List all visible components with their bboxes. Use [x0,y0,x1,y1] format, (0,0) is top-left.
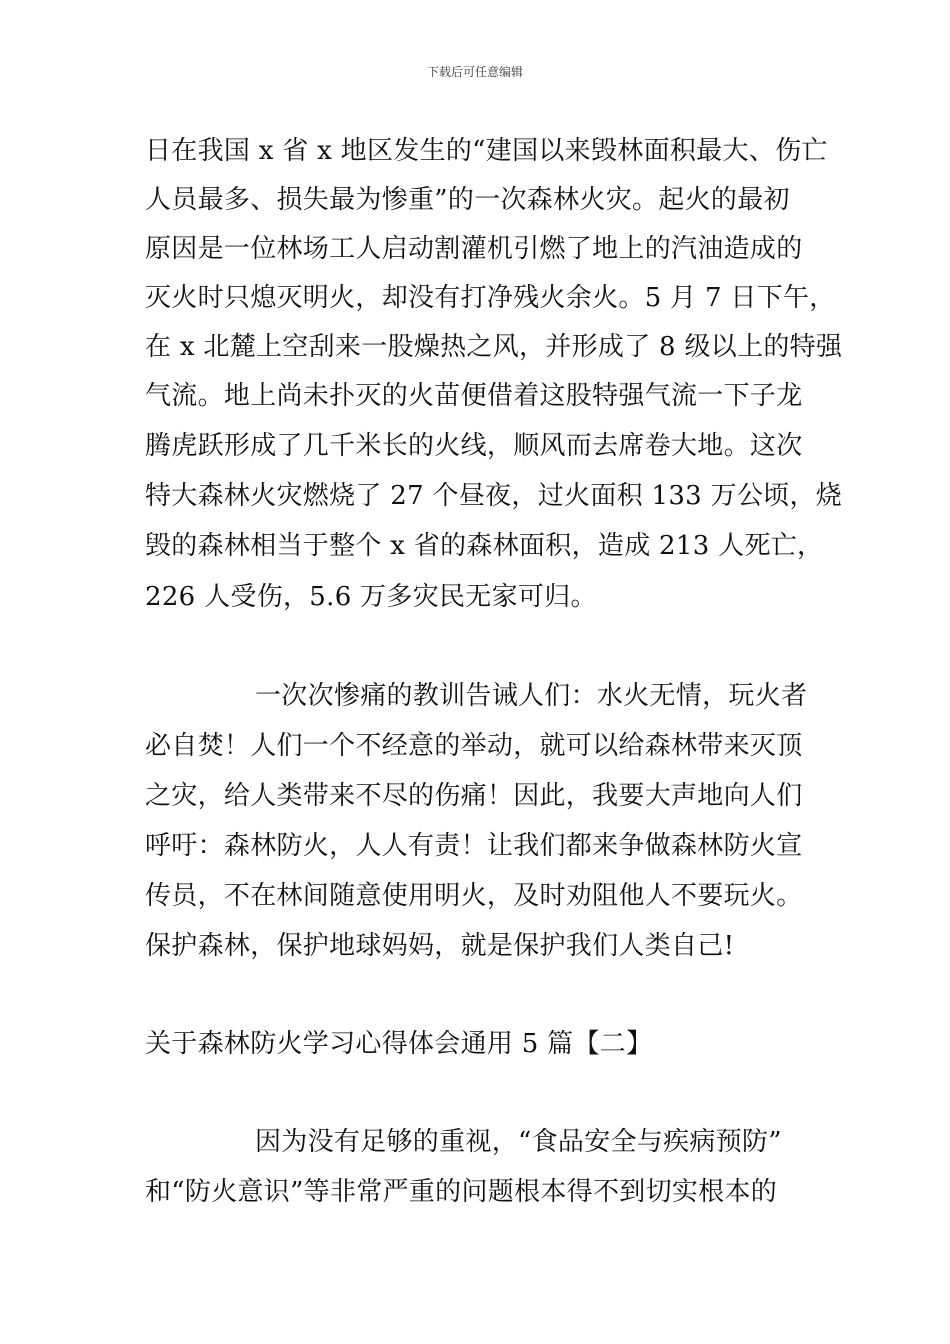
paragraph-2-line-4: 呼吁：森林防火，人人有责！让我们都来争做森林防火宣 [145,831,803,861]
paragraph-1-line-3: 原因是一位林场工人启动割灌机引燃了地上的汽油造成的 [145,234,803,264]
paragraph-1-line-7: 腾虎跃形成了几千米长的火线，顺风而去席卷大地。这次 [145,431,803,461]
paragraph-1-line-5: 在 x 北麓上空刮来一股燥热之风，并形成了 8 级以上的特强 [145,332,843,362]
paragraph-1-line-8: 特大森林火灾燃烧了 27 个昼夜，过火面积 133 万公顷，烧 [145,481,843,511]
section-heading: 关于森林防火学习心得体会通用 5 篇【二】 [145,1029,653,1059]
paragraph-2-line-1: 一次次惨痛的教训告诫人们：水火无情，玩火者 [255,681,808,711]
header-note: 下载后可任意编辑 [426,65,523,79]
paragraph-1-line-6: 气流。地上尚未扑灭的火苗便借着这股特强气流一下子龙 [145,381,803,411]
paragraph-1-line-4: 灭火时只熄灭明火，却没有打净残火余火。5 月 7 日下午， [145,283,836,313]
paragraph-3-line-2: 和“防火意识”等非常严重的问题根本得不到切实根本的 [145,1177,778,1207]
paragraph-2-line-2: 必自焚！人们一个不经意的举动，就可以给森林带来灭顶 [145,731,803,761]
paragraph-2-line-5: 传员，不在林间随意使用明火，及时劝阻他人不要玩火。 [145,881,803,911]
paragraph-1-line-10: 226 人受伤，5.6 万多灾民无家可归。 [145,582,597,612]
paragraph-2-line-3: 之灾，给人类带来不尽的伤痛！因此，我要大声地向人们 [145,781,803,811]
paragraph-2-line-6: 保护森林，保护地球妈妈，就是保护我们人类自己! [145,931,735,961]
paragraph-1-line-2: 人员最多、损失最为惨重”的一次森林火灾。起火的最初 [145,185,790,215]
paragraph-3-line-1: 因为没有足够的重视，“食品安全与疾病预防” [255,1127,782,1157]
paragraph-1-line-1: 日在我国 x 省 x 地区发生的“建国以来毁林面积最大、伤亡 [145,136,828,166]
paragraph-1-line-9: 毁的森林相当于整个 x 省的森林面积，造成 213 人死亡， [145,531,824,561]
